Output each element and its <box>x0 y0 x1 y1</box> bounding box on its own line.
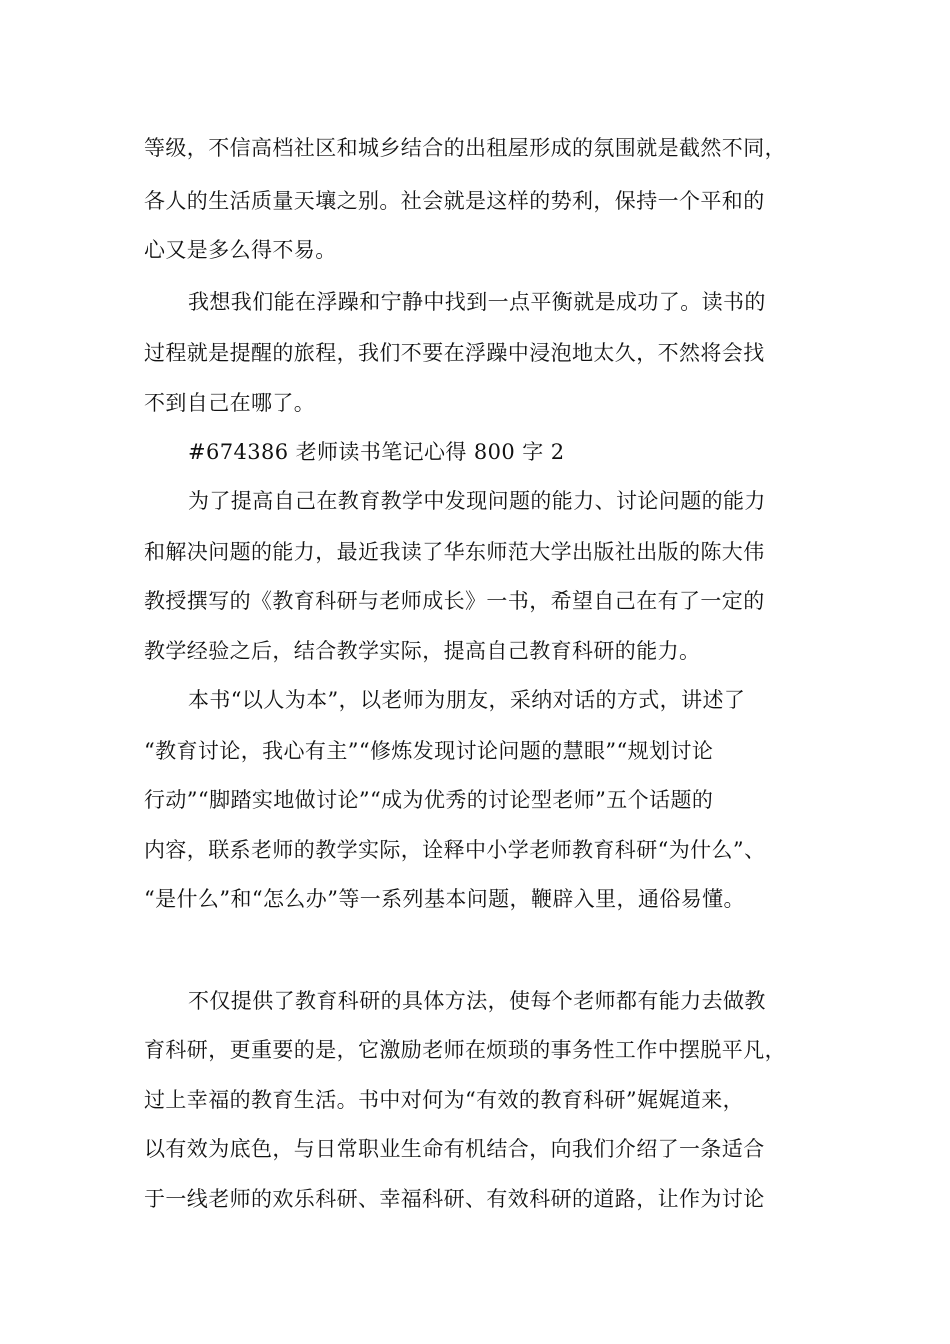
body-text-line: 不到自己在哪了。 <box>144 391 316 415</box>
body-text-line: 心又是多么得不易。 <box>144 238 337 262</box>
body-text-line: 过上幸福的教育生活。书中对何为“有效的教育科研”娓娓道来， <box>144 1088 745 1112</box>
body-text-line: 和解决问题的能力，最近我读了华东师范大学出版社出版的陈大伟 <box>144 540 765 564</box>
body-text-line: 教授撰写的《教育科研与老师成长》一书，希望自己在有了一定的 <box>144 589 765 613</box>
body-text-line: 于一线老师的欢乐科研、幸福科研、有效科研的道路，让作为讨论 <box>144 1187 765 1211</box>
body-text-line: 过程就是提醒的旅程，我们不要在浮躁中浸泡地太久，不然将会找 <box>144 341 765 365</box>
body-text-line: 育科研，更重要的是，它激励老师在烦琐的事务性工作中摆脱平凡， <box>144 1038 786 1062</box>
body-text-line: “教育讨论，我心有主”“修炼发现讨论问题的慧眼”“规划讨论 <box>144 739 714 763</box>
body-text-line: 行动”“脚踏实地做讨论”“成为优秀的讨论型老师”五个话题的 <box>144 788 714 812</box>
paragraph-start-line: 我想我们能在浮躁和宁静中找到一点平衡就是成功了。读书的 <box>188 290 766 314</box>
paragraph-start-line: 不仅提供了教育科研的具体方法，使每个老师都有能力去做教 <box>188 989 766 1013</box>
body-text-line: 等级，不信高档社区和城乡结合的出租屋形成的氛围就是截然不同， <box>144 136 786 160</box>
body-text-line: “是什么”和“怎么办”等一系列基本问题，鞭辟入里，通俗易懂。 <box>144 887 745 911</box>
body-text-line: 以有效为底色，与日常职业生命有机结合，向我们介绍了一条适合 <box>144 1137 765 1161</box>
body-text-line: 教学经验之后，结合教学实际，提高自己教育科研的能力。 <box>144 639 701 663</box>
paragraph-start-line: 本书“以人为本”，以老师为朋友，采纳对话的方式，讲述了 <box>188 688 746 712</box>
body-text-line: 内容，联系老师的教学实际，诠释中小学老师教育科研“为什么”、 <box>144 838 766 862</box>
paragraph-start-line: 为了提高自己在教育教学中发现问题的能力、讨论问题的能力 <box>188 489 766 513</box>
section-heading: #674386 老师读书笔记心得 800 字 2 <box>188 440 565 464</box>
body-text-line: 各人的生活质量天壤之别。社会就是这样的势利，保持一个平和的 <box>144 189 765 213</box>
